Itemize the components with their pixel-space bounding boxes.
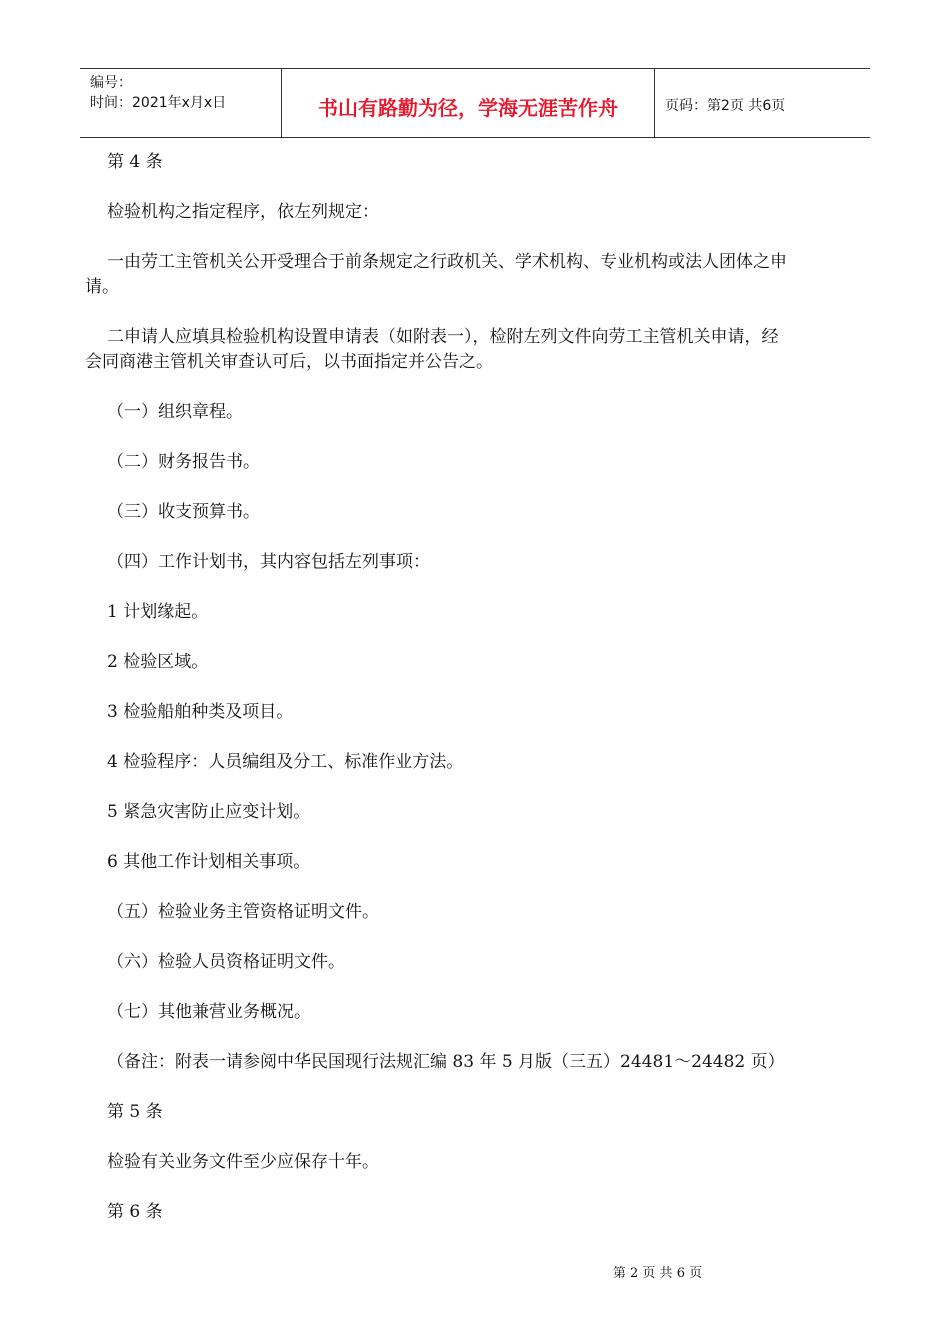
list-item: 4 检验程序：人员编组及分工、标准作业方法。 bbox=[107, 752, 464, 772]
list-item: （一）组织章程。 bbox=[107, 402, 243, 422]
list-item: （四）工作计划书，其内容包括左列事项： bbox=[107, 552, 430, 572]
article-heading: 第 6 条 bbox=[107, 1202, 163, 1222]
list-item: 2 检验区域。 bbox=[107, 652, 209, 672]
list-item: 1 计划缘起。 bbox=[107, 602, 209, 622]
header-meta bbox=[80, 69, 282, 137]
note: （备注：附表一请参阅中华民国现行法规汇编 83 年 5 月版（三五）24481～24482 页） bbox=[107, 1052, 785, 1072]
list-item: （二）财务报告书。 bbox=[107, 452, 260, 472]
number-label: 编号： bbox=[90, 75, 132, 91]
page-footer: 第 2 页 共 6 页 bbox=[612, 1266, 703, 1281]
header-motto: 书山有路勤为径，学海无涯苦作舟 bbox=[282, 69, 655, 137]
list-item: 3 检验船舶种类及项目。 bbox=[107, 702, 294, 722]
paragraph-line: 请。 bbox=[85, 277, 119, 297]
paragraph-line: 二申请人应填具检验机构设置申请表（如附表一），检附左列文件向劳工主管机关申请，经 bbox=[107, 327, 779, 347]
article-heading: 第 5 条 bbox=[107, 1102, 163, 1122]
header-page-label: 页码：第2页 共6页 bbox=[665, 98, 786, 114]
document-body bbox=[85, 150, 875, 1250]
paragraph bbox=[85, 325, 875, 375]
paragraph: 检验有关业务文件至少应保存十年。 bbox=[107, 1152, 379, 1172]
list-item: （三）收支预算书。 bbox=[107, 502, 260, 522]
paragraph-line: 会同商港主管机关审查认可后，以书面指定并公告之。 bbox=[85, 352, 493, 372]
list-item: （七）其他兼营业务概况。 bbox=[107, 1002, 311, 1022]
list-item: （六）检验人员资格证明文件。 bbox=[107, 952, 345, 972]
list-item: 5 紧急灾害防止应变计划。 bbox=[107, 802, 311, 822]
article-heading: 第 4 条 bbox=[107, 152, 163, 172]
paragraph-line: 一由劳工主管机关公开受理合于前条规定之行政机关、学术机构、专业机构或法人团体之申 bbox=[107, 252, 787, 272]
paragraph: 检验机构之指定程序，依左列规定： bbox=[107, 202, 379, 222]
list-item: （五）检验业务主管资格证明文件。 bbox=[107, 902, 379, 922]
list-item: 6 其他工作计划相关事项。 bbox=[107, 852, 311, 872]
paragraph bbox=[85, 250, 875, 300]
time-label: 时间：2021年x月x日 bbox=[90, 95, 227, 111]
page-header bbox=[80, 68, 870, 138]
